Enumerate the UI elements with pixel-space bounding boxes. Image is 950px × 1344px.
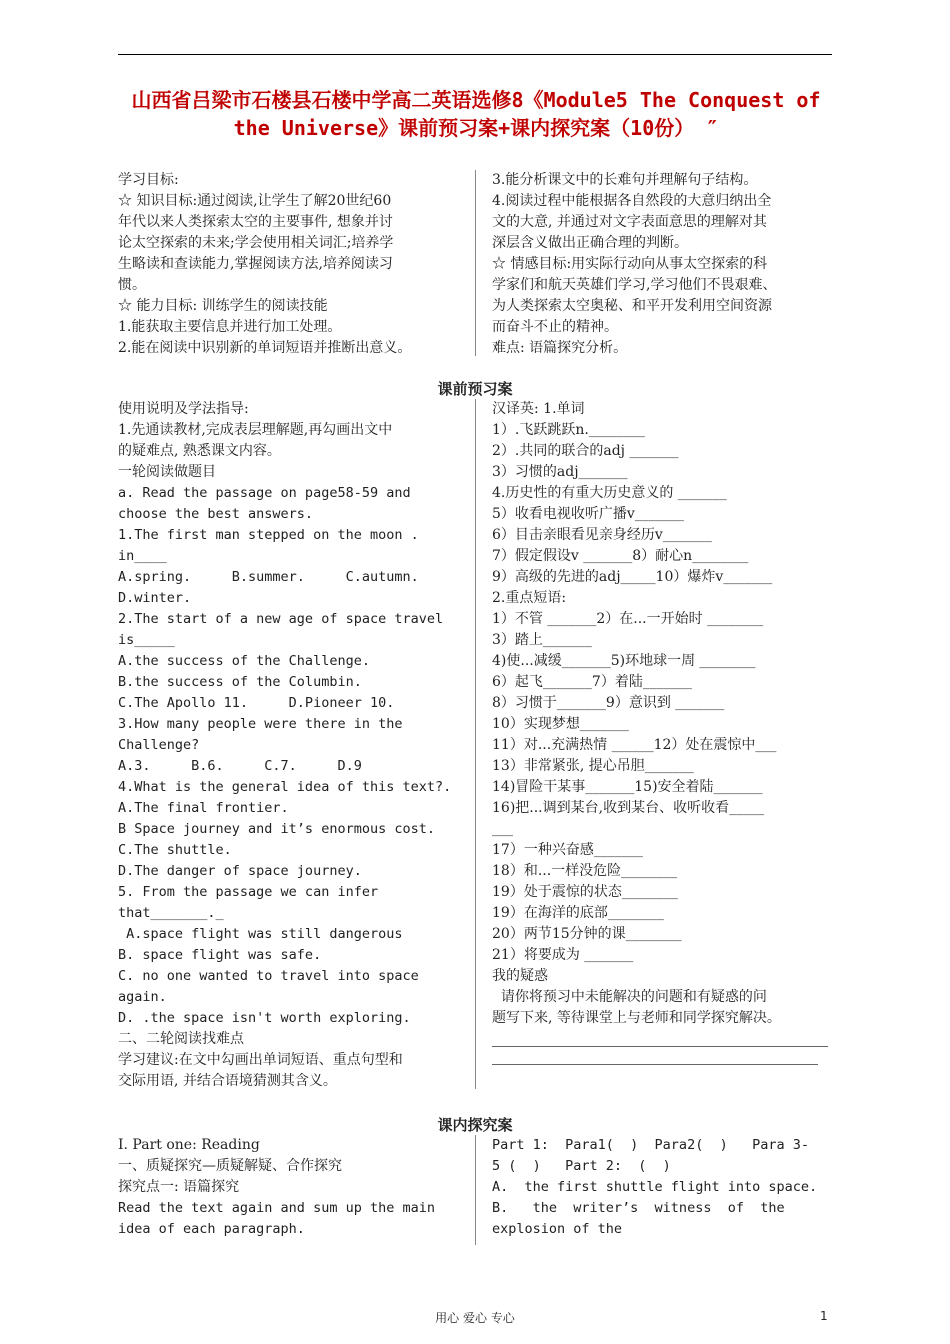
text-line: Ⅰ. Part one: Reading: [118, 1137, 260, 1153]
text-line: 学习目标:: [118, 172, 179, 188]
text-line: 1.能获取主要信息并进行加工处理。: [118, 319, 342, 335]
text-line: 年代以来人类探索太空的主要事件, 想象并讨: [118, 214, 393, 230]
option-line: C. no one wanted to travel into space: [118, 968, 419, 984]
phrase-item: 19）在海洋的底部________: [492, 905, 664, 921]
phrase-item: 16)把...调到某台,收到某台、收听收看_____: [492, 800, 765, 816]
text-line: 的疑难点, 熟悉课文内容。: [118, 443, 281, 459]
vocab-item: 7）假定假设v _______8）耐心n________: [492, 548, 749, 564]
phrase-item: 20）两节15分钟的课________: [492, 926, 682, 942]
vocab-item: 4.历史性的有重大历史意义的 _______: [492, 485, 727, 501]
option-line: B Space journey and it’s enormous cost.: [118, 821, 435, 837]
phrase-item: 19）处于震惊的状态________: [492, 884, 678, 900]
phrase-item: 4)使...减缓_______5)环地球一周 ________: [492, 653, 756, 669]
text-line: again.: [118, 989, 167, 1005]
option-line: C.The shuttle.: [118, 842, 232, 858]
vocab-item: 5）收看电视收听广播v_______: [492, 506, 684, 522]
title-line-2: the Universe》课前预习案+课内探究案（10份） ″: [233, 116, 719, 140]
text-line: 5 ( ) Part 2: ( ): [492, 1158, 671, 1174]
option-line: D. .the space isn't worth exploring.: [118, 1010, 411, 1026]
text-line: 而奋斗不止的精神。: [492, 319, 618, 335]
vocab-item: 3）习惯的adj_______: [492, 464, 628, 480]
vocab-item: 1）.飞跃跳跃n.________: [492, 422, 645, 438]
inquiry-left-column: [118, 1135, 460, 1240]
header-rule: [118, 54, 832, 55]
text-line: 惯。: [118, 277, 146, 293]
text-line: 难点: 语篇探究分析。: [492, 340, 628, 356]
text-line: 文的大意, 并通过对文字表面意思的理解对其: [492, 214, 767, 230]
option-line: A.The final frontier.: [118, 800, 289, 816]
document-title: [112, 86, 840, 142]
text-line: 1.先通读教材,完成表层理解题,再勾画出文中: [118, 422, 393, 438]
text-line: B. the writer’s witness of the: [492, 1200, 785, 1216]
vocab-item: 6）目击亲眼看见亲身经历v_______: [492, 527, 712, 543]
section-heading-preview: 课前预习案: [437, 380, 513, 398]
option-line: A.space flight was still dangerous: [118, 926, 403, 942]
section-heading-inquiry: 课内探究案: [437, 1116, 513, 1134]
phrase-item: 6）起飞_______7）着陆_______: [492, 674, 692, 690]
phrase-item: 18）和...一样没危险________: [492, 863, 678, 879]
text-line: 4.阅读过程中能根据各自然段的大意归纳出全: [492, 193, 772, 209]
option-line: B.the success of the Columbin.: [118, 674, 362, 690]
vocab-item: 2）.共同的联合的adj _______: [492, 443, 679, 459]
text-line: 学习建议:在文中勾画出单词短语、重点句型和: [118, 1052, 403, 1068]
text-line: that_______._: [118, 905, 224, 921]
text-line: 学家们和航天英雄们学习,学习他们不畏艰难、: [492, 277, 777, 293]
text-line: explosion of the: [492, 1221, 623, 1237]
phrase-item: ___: [492, 821, 513, 837]
option-line: B. space flight was safe.: [118, 947, 322, 963]
text-line: 深层含义做出正确合理的判断。: [492, 235, 688, 251]
page-footer: 用心 爱心 专心: [435, 1311, 515, 1325]
text-line: ☆ 能力目标: 训练学生的阅读技能: [118, 298, 328, 314]
phrase-item: 1）不管 _______2）在...一开始时 ________: [492, 611, 764, 627]
text-line: 2.能在阅读中识别新的单词短语并推断出意义。: [118, 340, 412, 356]
text-line: 题写下来, 等待课堂上与老师和同学探究解决。: [492, 1010, 781, 1026]
text-line: Part 1: Para1( ) Para2( ) Para 3-: [492, 1137, 809, 1153]
text-line: is_____: [118, 632, 175, 648]
phrase-item: 13）非常紧张, 提心吊胆_______: [492, 758, 694, 774]
answer-line: [492, 1046, 828, 1047]
phrase-item: 14)冒险干某事_______15)安全着陆_______: [492, 779, 763, 795]
question-1-options: A.spring. B.summer. C.autumn.: [118, 569, 419, 585]
objectives-right-column: [492, 170, 832, 359]
text-line: 交际用语, 并结合语境猜测其含义。: [118, 1073, 337, 1089]
option-line: A.the success of the Challenge.: [118, 653, 370, 669]
text-line: A. the first shuttle flight into space.: [492, 1179, 818, 1195]
text-line: 二、二轮阅读找难点: [118, 1031, 244, 1047]
title-line-1: 山西省吕梁市石楼县石楼中学高二英语选修8《Module5 The Conquest of: [131, 88, 821, 112]
text-line: 生略读和查读能力,掌握阅读方法,培养阅读习: [118, 256, 393, 272]
column-divider: [475, 1135, 476, 1245]
question-5: 5. From the passage we can infer: [118, 884, 379, 900]
text-line: a. Read the passage on page58-59 and: [118, 485, 411, 501]
question-3-options: A.3. B.6. C.7. D.9: [118, 758, 362, 774]
text-line: choose the best answers.: [118, 506, 314, 522]
text-line: 论太空探索的未来;学会使用相关词汇;培养学: [118, 235, 394, 251]
text-line: 请你将预习中未能解决的问题和有疑惑的问: [492, 989, 767, 1005]
text-line: ☆ 情感目标:用实际行动向从事太空探索的科: [492, 256, 768, 272]
preview-right-column: [492, 399, 832, 1029]
question-3: 3.How many people were there in the: [118, 716, 403, 732]
phrase-item: 11）对...充满热情 ______12）处在震惊中___: [492, 737, 777, 753]
text-line: 探究点一: 语篇探究: [118, 1179, 240, 1195]
question-1: 1.The first man stepped on the moon .: [118, 527, 419, 543]
text-line: Challenge?: [118, 737, 200, 753]
vocab-item: 9）高级的先进的adj_____10）爆炸v_______: [492, 569, 773, 585]
option-line: D.The danger of space journey.: [118, 863, 362, 879]
text-line: in____: [118, 548, 167, 564]
text-line: 2.重点短语:: [492, 590, 567, 606]
question-4: 4.What is the general idea of this text?.: [118, 779, 452, 795]
column-divider: [475, 399, 476, 1089]
phrase-item: 8）习惯于_______9）意识到 _______: [492, 695, 725, 711]
question-2: 2.The start of a new age of space travel: [118, 611, 444, 627]
text-line: ☆ 知识目标:通过阅读,让学生了解20世纪60: [118, 193, 392, 209]
page-number: 1: [820, 1309, 828, 1323]
text-line: 一轮阅读做题目: [118, 464, 216, 480]
phrase-item: 10）实现梦想_______: [492, 716, 629, 732]
phrase-item: 17）一种兴奋感_______: [492, 842, 643, 858]
objectives-left-column: [118, 170, 460, 359]
phrase-item: 3）踏上_______: [492, 632, 592, 648]
text-line: 3.能分析课文中的长难句并理解句子结构。: [492, 172, 758, 188]
text-line: 为人类探索太空奥秘、和平开发利用空间资源: [492, 298, 772, 314]
text-line: 使用说明及学法指导:: [118, 401, 249, 417]
column-divider: [475, 170, 476, 356]
text-line: D.winter.: [118, 590, 192, 606]
preview-left-column: [118, 399, 460, 1092]
text-line: 汉译英: 1.单词: [492, 401, 585, 417]
text-line: Read the text again and sum up the main: [118, 1200, 435, 1216]
text-line: 一、质疑探究—质疑解疑、合作探究: [118, 1158, 342, 1174]
text-line: idea of each paragraph.: [118, 1221, 305, 1237]
text-line: 我的疑惑: [492, 968, 548, 984]
option-line: C.The Apollo 11. D.Pioneer 10.: [118, 695, 395, 711]
answer-line: [492, 1064, 818, 1065]
inquiry-right-column: [492, 1135, 832, 1240]
phrase-item: 21）将要成为 _______: [492, 947, 634, 963]
